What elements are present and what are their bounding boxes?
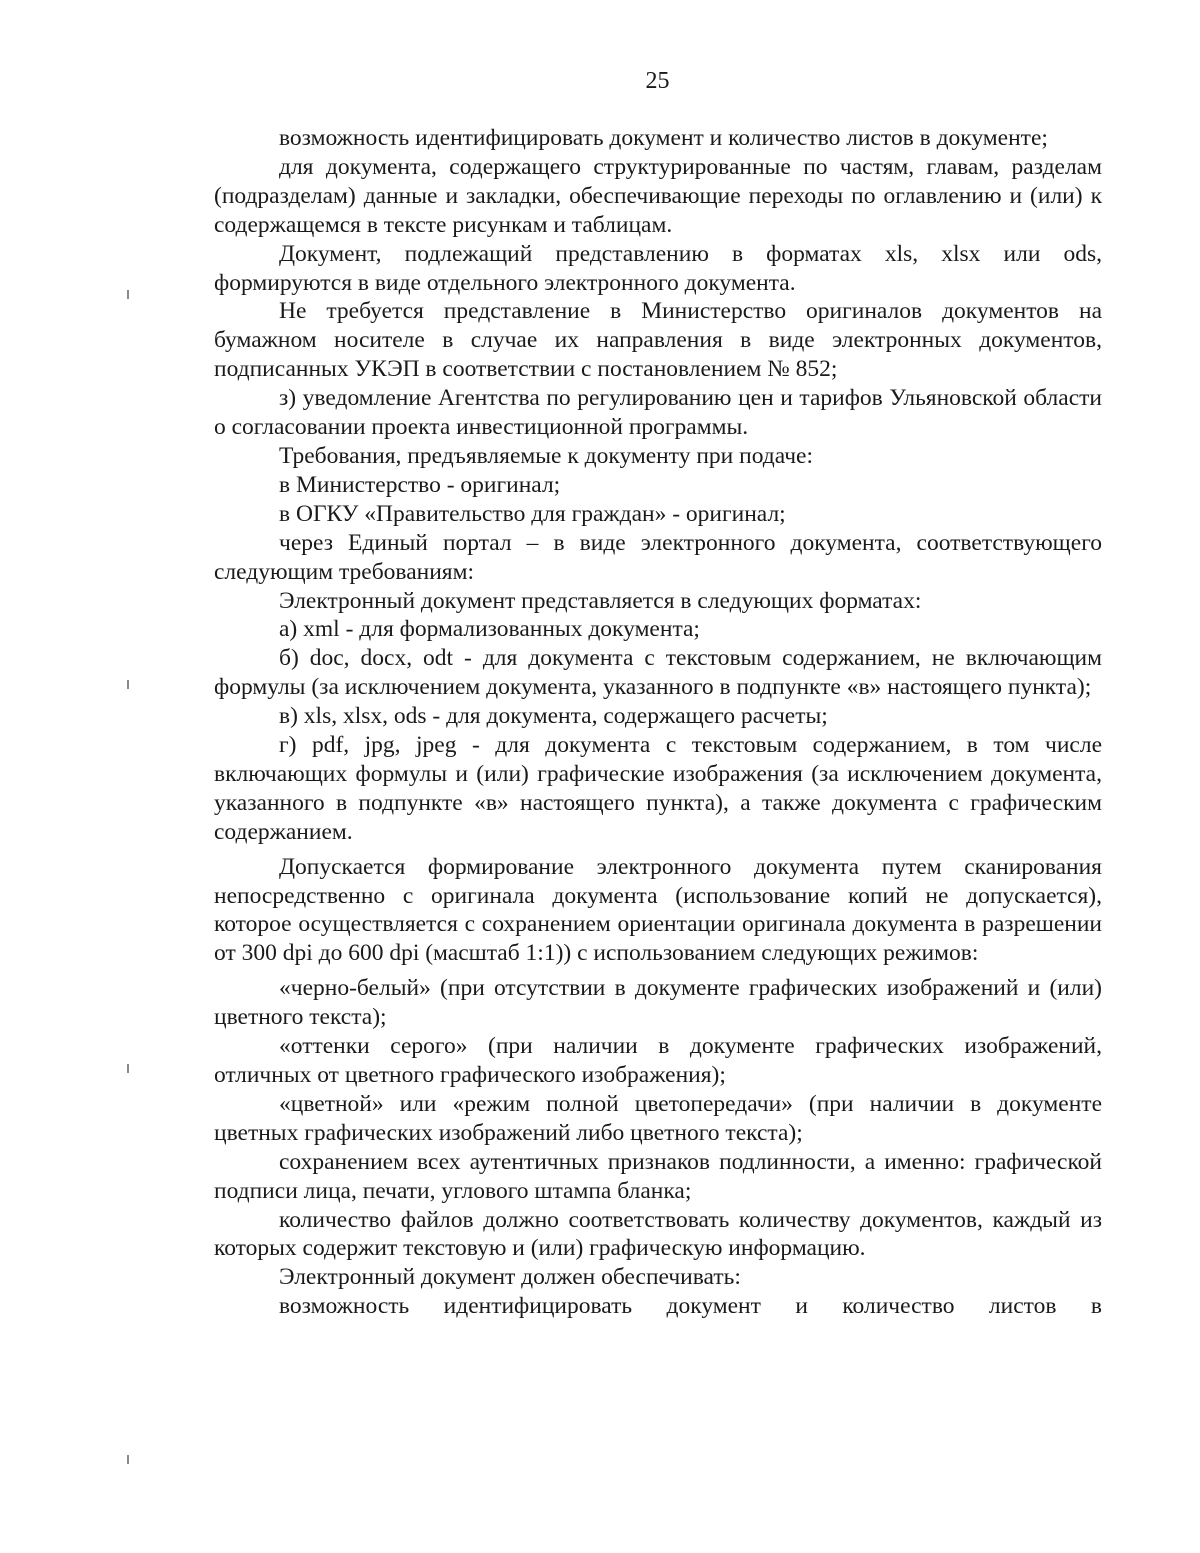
scan-margin-mark	[127, 680, 129, 689]
document-body	[214, 124, 1102, 1321]
paragraph: «цветной» или «режим полной цветопередачи» (при наличии в документе цветных графических изображений либо цветного текста);	[214, 1090, 1102, 1146]
paragraph: г) pdf, jpg, jpeg - для документа с текстовым содержанием, в том числе включающих формулы и (или) графические изображения (за исключением документа, указанного в подпункте «в» настоящего пункта), а также документа с графическим содержанием.	[214, 732, 1102, 845]
paragraph: через Единый портал – в виде электронного документа, соответствующего следующим требованиям:	[214, 529, 1102, 585]
page-number: 25	[645, 68, 670, 94]
paragraph: количество файлов должно соответствовать количеству документов, каждый из которых содержит текстовую и (или) графическую информацию.	[214, 1206, 1102, 1262]
paragraph: сохранением всех аутентичных признаков подлинности, а именно: графической подписи лица, печати, углового штампа бланка;	[214, 1148, 1102, 1204]
paragraph: «черно-белый» (при отсутствии в документе графических изображений и (или) цветного текста);	[214, 975, 1102, 1031]
paragraph: для документа, содержащего структурированные по частям, главам, разделам (подразделам) данные и закладки, обеспечивающие переходы по оглавлению и (или) к содержащемся в тексте рисункам и таблицам.	[214, 153, 1102, 238]
paragraph: «оттенки серого» (при наличии в документе графических изображений, отличных от цветного графического изображения);	[214, 1033, 1102, 1088]
scan-margin-mark	[127, 290, 129, 299]
paragraph: в Министерство - оригинал;	[279, 471, 561, 498]
paragraph: Электронный документ представляется в следующих форматах:	[279, 587, 922, 614]
paragraph: а) xml - для формализованных документа;	[279, 616, 700, 643]
paragraph: Требования, предъявляемые к документу при подаче:	[279, 442, 813, 469]
paragraph: в ОГКУ «Правительство для граждан» - оригинал;	[279, 500, 786, 527]
paragraph: Документ, подлежащий представлению в форматах xls, xlsx или ods, формируются в виде отдельного электронного документа.	[214, 240, 1102, 296]
paragraph: з) уведомление Агентства по регулированию цен и тарифов Ульяновской области о согласовании проекта инвестиционной программы.	[214, 385, 1102, 441]
paragraph: Допускается формирование электронного документа путем сканирования непосредственно с оригинала документа (использование копий не допускается), которое осуществляется с сохранением ориентации оригинала документа в разрешении от 300 dpi до 600 dpi (масштаб 1:1)) с использованием следующих режимов:	[214, 853, 1102, 967]
paragraph: б) doc, docx, odt - для документа с текстовым содержанием, не включающим формулы (за исключением документа, указанного в подпункте «в» настоящего пункта);	[214, 645, 1102, 701]
paragraph: в) xls, xlsx, ods - для документа, содержащего расчеты;	[279, 703, 828, 730]
paragraph: возможность идентифицировать документ и количество листов в	[279, 1293, 1102, 1320]
scan-margin-mark	[127, 1064, 129, 1073]
scan-margin-mark	[127, 1455, 129, 1464]
paragraph: Электронный документ должен обеспечивать:	[279, 1264, 741, 1291]
paragraph: Не требуется представление в Министерство оригиналов документов на бумажном носителе в случае их направления в виде электронных документов, подписанных УКЭП в соответствии с постановлением № 852;	[214, 298, 1102, 383]
paragraph: возможность идентифицировать документ и количество листов в документе;	[279, 125, 1048, 151]
